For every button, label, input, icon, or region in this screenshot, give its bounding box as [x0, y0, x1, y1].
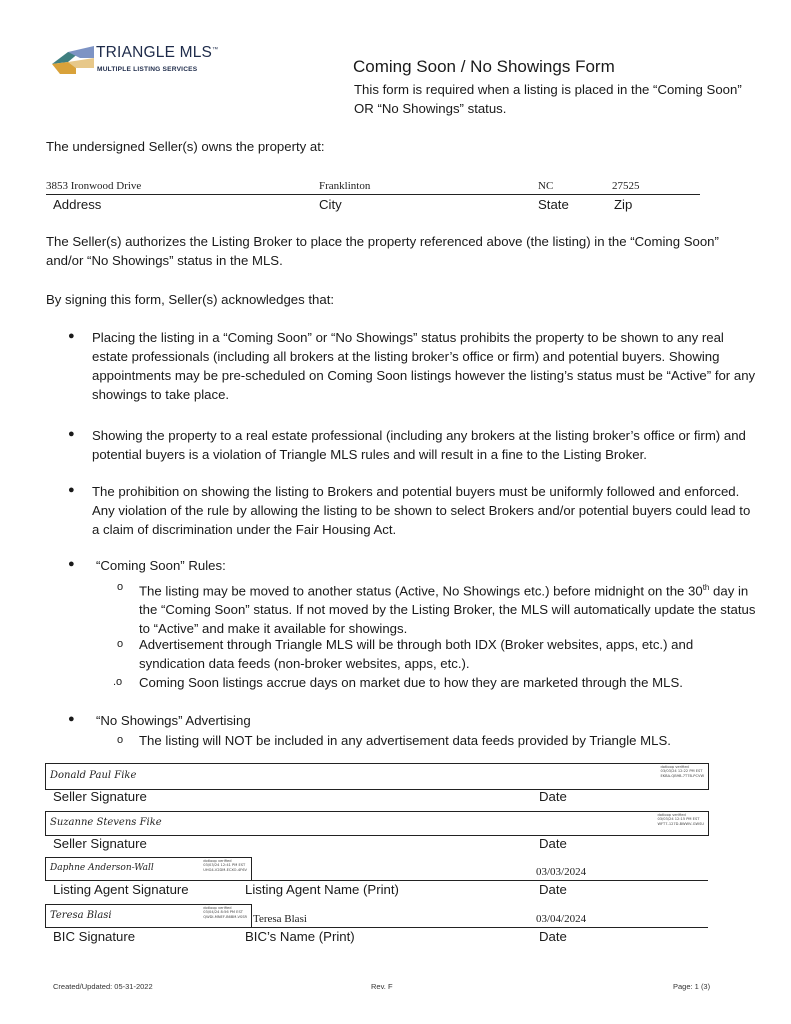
footer-revision: Rev. F: [371, 982, 393, 991]
seller-signature-box[interactable]: [45, 763, 709, 790]
acknowledgement-item: The prohibition on showing the listing to Brokers and potential buyers must be uniformly followed and enforced. Any violation of the rule by allowing the listing to be shown to select Brokers and/or potential buyers could lead to a claim of discrimination under the Fair Housing Act.: [92, 484, 751, 537]
bic-name-value[interactable]: Teresa Blasi: [253, 913, 307, 925]
bic-name-label: BIC’s Name (Print): [245, 929, 355, 944]
state-value[interactable]: NC: [538, 180, 554, 192]
property-line: [46, 194, 700, 195]
acknowledgement-item: Placing the listing in a “Coming Soon” or “No Showings” status prohibits the property to be shown to any real estate professionals (including all brokers at the listing broker’s office or firm) and potential buyers. Showing appointments may be pre-scheduled on Coming Soon listings however the listing’s status must be “Active” for any showings to take place.: [92, 330, 756, 402]
circle-bullet-icon: .o: [113, 676, 123, 688]
acknowledgement-item: Showing the property to a real estate professional (including any brokers at the listing broker’s office or firm) and potential buyers is a violation of Triangle MLS rules and will result in a fine to the Listing Broker.: [92, 428, 746, 462]
triangle-logo-icon: [50, 44, 96, 76]
coming-soon-rule: [139, 578, 759, 638]
coming-soon-heading: “Coming Soon” Rules:: [96, 558, 226, 573]
address-label: Address: [53, 197, 102, 212]
logo-title: TRIANGLE MLS™: [96, 44, 219, 61]
footer-created: Created/Updated: 05-31-2022: [53, 982, 153, 991]
bullet-icon: ●: [68, 330, 75, 342]
rule-text: day in the “Coming Soon” status. If not moved by the Listing Broker, the MLS will automatically update the status to “Active” and make it available for showings.: [139, 583, 756, 637]
seller-signature-label: Seller Signature: [53, 836, 147, 851]
zip-value[interactable]: 27525: [612, 180, 640, 192]
zip-label: Zip: [614, 197, 633, 212]
date-label: Date: [539, 929, 567, 944]
footer-page: Page: 1 (3): [673, 982, 711, 991]
seller-signature-box[interactable]: [45, 811, 709, 836]
property-intro: The undersigned Seller(s) owns the property at:: [46, 139, 325, 154]
agent-signature-label: Listing Agent Signature: [53, 882, 189, 897]
dotloop-stamp: dotloop verified 03/04/24 8:56 PM EST QWDI-MNEF-B6BM-VSSR: [203, 906, 247, 919]
circle-bullet-icon: o: [117, 734, 124, 746]
agent-name-label: Listing Agent Name (Print): [245, 882, 399, 897]
city-label: City: [319, 197, 342, 212]
rule-superscript: th: [702, 583, 710, 592]
agent-signature: Daphne Anderson-Wall: [50, 863, 154, 873]
city-value[interactable]: Franklinton: [319, 180, 371, 192]
seller-signature: Donald Paul Fike: [50, 770, 137, 781]
form-title: Coming Soon / No Showings Form: [353, 57, 615, 76]
bic-signature-label: BIC Signature: [53, 929, 136, 944]
bullet-icon: ●: [68, 558, 75, 570]
form-subtitle: This form is required when a listing is placed in the “Coming Soon” OR “No Showings” status.: [354, 82, 742, 116]
date-label: Date: [539, 789, 567, 804]
bic-signature: Teresa Blasi: [50, 910, 112, 921]
bullet-icon: ●: [68, 484, 75, 496]
date-label: Date: [539, 836, 567, 851]
acknowledge-text: By signing this form, Seller(s) acknowledges that:: [46, 292, 335, 307]
coming-soon-rule: Coming Soon listings accrue days on market due to how they are marketed through the MLS.: [139, 675, 683, 690]
rule-text: The listing may be moved to another status (Active, No Showings etc.) before midnight on the 30: [139, 583, 703, 599]
date-label: Date: [539, 882, 567, 897]
authorization-text: The Seller(s) authorizes the Listing Broker to place the property referenced above (the listing) in the “Coming Soon” and/or “No Showings” status in the MLS.: [46, 234, 719, 268]
dotloop-stamp: dotloop verified 03/03/24 12:22 PM EST EKBA-QB9B-7T7B-PCVW: [660, 765, 704, 778]
dotloop-stamp: dotloop verified 03/03/24 12:15 PM EST WFT7-127D-BWWV-GWSU: [657, 813, 704, 826]
bic-signature-box[interactable]: [45, 904, 252, 928]
seller-signature: Suzanne Stevens Fike: [50, 817, 162, 828]
circle-bullet-icon: o: [117, 581, 124, 593]
agent-signature-box[interactable]: [45, 857, 252, 881]
state-label: State: [538, 197, 569, 212]
no-showings-rule: The listing will NOT be included in any advertisement data feeds provided by Triangle MLS.: [139, 733, 671, 748]
logo-subtitle: MULTIPLE LISTING SERVICES: [97, 66, 198, 73]
dotloop-stamp: dotloop verified 03/03/24 12:41 PM EST UHG4-V2DM-ECXO-4F6V: [203, 859, 247, 872]
no-showings-heading: “No Showings” Advertising: [96, 713, 251, 728]
agent-date-value[interactable]: 03/03/2024: [536, 866, 587, 878]
bullet-icon: ●: [68, 713, 75, 725]
address-value[interactable]: 3853 Ironwood Drive: [46, 180, 142, 192]
seller-signature-label: Seller Signature: [53, 789, 147, 804]
coming-soon-rule: Advertisement through Triangle MLS will be through both IDX (Broker websites, apps, etc.) and syndication data feeds (non-broker websites, apps, etc.).: [139, 637, 694, 671]
circle-bullet-icon: o: [117, 638, 124, 650]
bullet-icon: ●: [68, 428, 75, 440]
bic-date-value[interactable]: 03/04/2024: [536, 913, 587, 925]
